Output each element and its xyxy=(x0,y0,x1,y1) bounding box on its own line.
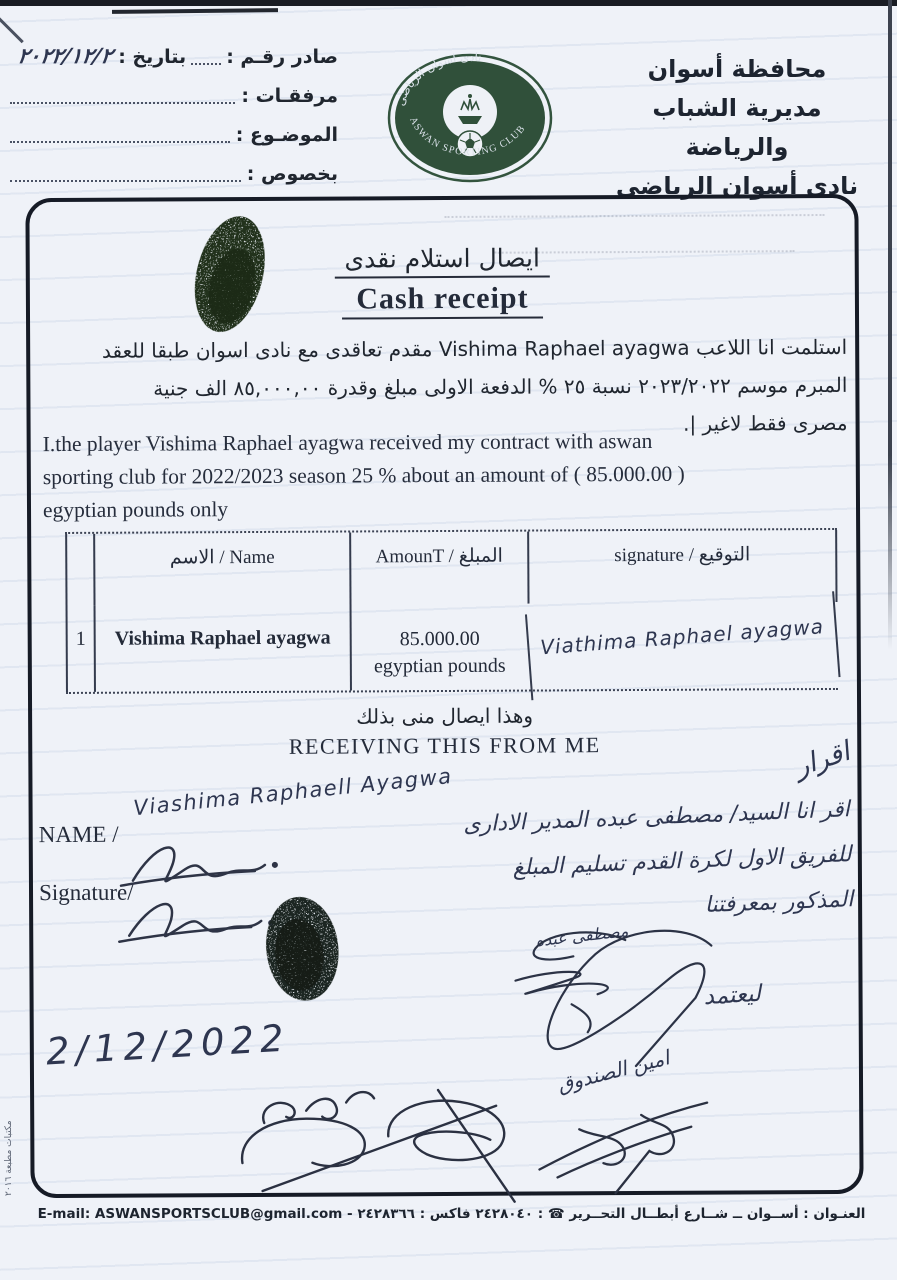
arabic-body-line-3: مصرى فقط لاغير |. xyxy=(682,410,848,436)
admin-signature-loop xyxy=(475,917,736,1068)
scan-edge-right xyxy=(888,0,892,650)
handwritten-admin-name: مصطفى عبده xyxy=(534,921,630,951)
scan-edge-top xyxy=(0,0,897,6)
english-body-paragraph: I.the player Vishima Raphael ayagwa received my contract with aswan sporting club for 2022/2023 season 25 % about an amount of ( 85.000.00 ) egyptian pounds only xyxy=(42,428,685,523)
issued-number-label: صادر رقـم : xyxy=(226,46,338,68)
date-label: بتاريخ : xyxy=(118,46,187,68)
player-name-cell: Vishima Raphael ayagwa xyxy=(94,604,350,691)
subject-label: الموضـوع : xyxy=(235,124,338,146)
handwritten-player-name: Viashima Raphaell Ayagwa xyxy=(132,763,454,821)
handwritten-iqrar: اقرار xyxy=(790,736,854,784)
attachments-label: مرفقـات : xyxy=(241,85,338,107)
signature-label: Signature/ xyxy=(38,879,134,906)
receiving-statement-english: RECEIVING THIS FROM ME xyxy=(288,732,601,759)
dotted-line xyxy=(10,86,235,104)
org-line-club: نادى أسوان الرياضى xyxy=(615,172,859,200)
scan-stray-tick xyxy=(0,16,24,44)
treasurer-signature xyxy=(521,1085,732,1196)
col-header-amount: AmounT / المبلغ xyxy=(349,532,527,605)
regarding-label: بخصوص : xyxy=(246,163,338,185)
footer-address-line: العنـوان : أســوان ــ شــارع أبطــال التحــرير ☎ : ٢٤٢٨٠٤٠ فاكس : ٢٤٢٨٣٦٦ - E-mail: ASWANSPORTSCLUB@gmail.com xyxy=(37,1206,866,1222)
print-shop-margin-note: مكتبات مطبعة ٢٠١٦ xyxy=(4,1120,14,1196)
handwritten-row-signature: Viathima Raphael ayagwa xyxy=(525,591,841,700)
table-row xyxy=(66,602,838,692)
club-logo xyxy=(385,50,555,190)
col-header-name: الاسم / Name xyxy=(93,532,349,605)
org-line-directorate: مديرية الشباب والرياضة xyxy=(652,94,822,161)
field-row-attachments xyxy=(8,85,338,107)
header-fields xyxy=(8,44,338,202)
handwritten-approval: ليعتمد xyxy=(702,980,762,1011)
receipt-border-box xyxy=(25,194,863,1198)
logo-arc-text-english: ASWAN SPORTING CLUB xyxy=(407,115,528,159)
fingerprint-mark-bottom xyxy=(255,891,350,1007)
amount-currency: egyptian pounds xyxy=(373,654,506,678)
organization-header xyxy=(603,50,871,206)
receiving-statement-arabic: وهذا ايصال منى بذلك xyxy=(356,703,534,729)
logo-arc-text-arabic: نادى اسوان الرياضى xyxy=(393,50,483,108)
row-number-cell: 1 xyxy=(66,606,94,692)
handwritten-admin-note: اقر انا السيد/ مصطفى عبده المدير الادارى للفريق الاول لكرة القدم تسليم المبلغ المذكور بمعرفتنا xyxy=(463,797,855,919)
handwritten-treasurer: امين الصندوق xyxy=(554,1045,672,1097)
arabic-body-line-2: المبرم موسم ٢٠٢٣/٢٠٢٢ نسبة ٢٥ % الدفعة الاولى مبلغ وقدرة ٨٥,٠٠٠,٠٠ الف جنية xyxy=(153,372,848,401)
bottom-signature-scribble xyxy=(228,1066,529,1208)
arabic-body-line-1: استلمت انا اللاعب Vishima Raphael ayagwa مقدم تعاقدى مع نادى اسوان طبقا للعقد xyxy=(101,334,848,363)
field-row-issued-date xyxy=(8,44,338,68)
col-header-number xyxy=(65,534,93,606)
receipt-table xyxy=(65,528,838,694)
org-line-governorate: محافظة أسوان xyxy=(647,55,827,83)
scan-ghost-line xyxy=(444,214,824,218)
table-header-row xyxy=(65,530,837,606)
dotted-line xyxy=(191,47,221,65)
dotted-line xyxy=(10,125,230,143)
scan-stray-line xyxy=(112,8,278,14)
amount-cell xyxy=(350,604,528,691)
name-label: NAME / xyxy=(38,821,119,848)
amount-value: 85.000.00 xyxy=(399,627,480,651)
handwritten-date: 2/12/2022 xyxy=(44,1016,291,1074)
field-row-regarding xyxy=(8,163,338,185)
field-row-subject xyxy=(8,124,338,146)
receipt-title-arabic: ايصال استلام نقدى xyxy=(30,242,855,275)
dotted-line xyxy=(10,164,241,182)
handwritten-issue-date: ٢٠٢٢/١٢/٢ xyxy=(15,44,115,68)
receipt-title-english: Cash receipt xyxy=(30,280,855,318)
club-logo-badge xyxy=(385,50,555,186)
col-header-signature: signature / التوقيع xyxy=(527,530,837,604)
